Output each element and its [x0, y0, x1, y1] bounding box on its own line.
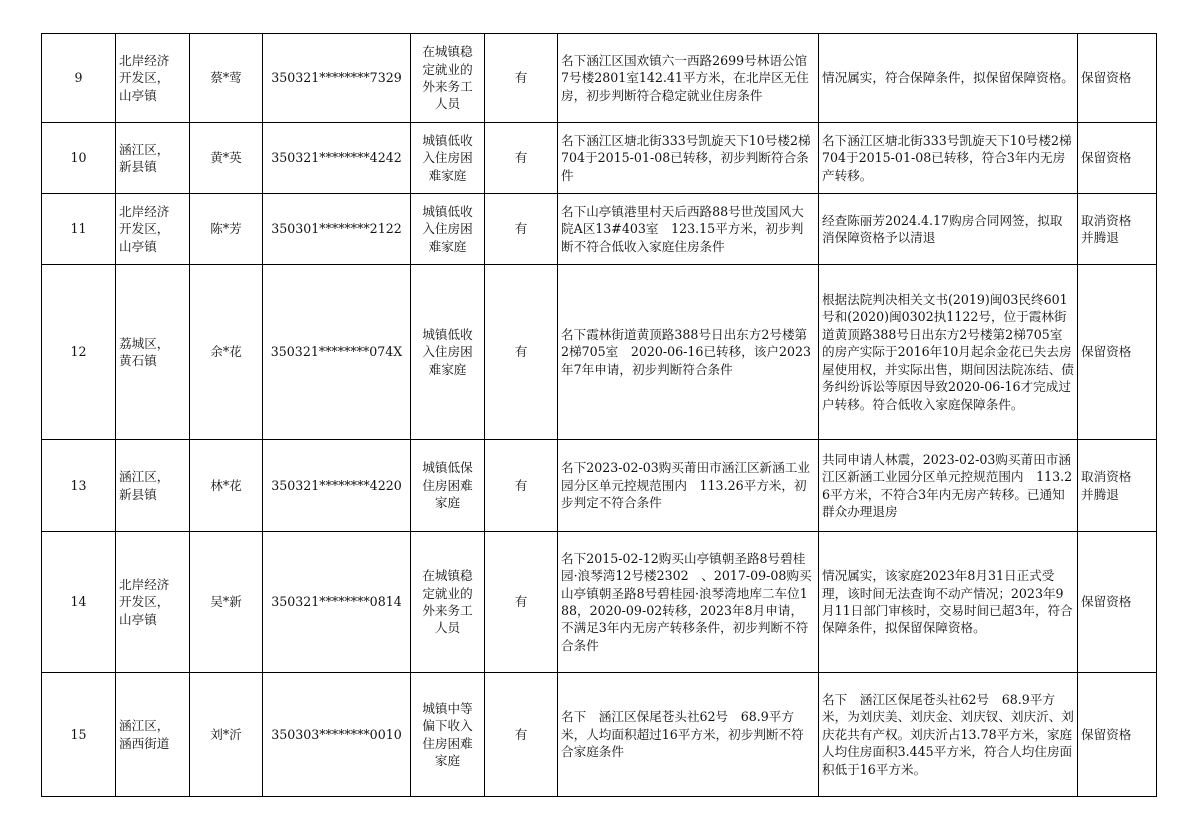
- category-cell: 城镇低收 入住房困 难家庭: [411, 194, 485, 265]
- name-cell: 黄*英: [190, 123, 263, 194]
- row-number: 15: [42, 673, 116, 797]
- table-row: [42, 265, 1157, 440]
- verification-cell: 根据法院判决相关文书(2019)闽03民终601号和(2020)闽0302执1122号，位于霞林街道黄顶路388号日出东方2号楼第2梯705室的房产实际于2016年10月起余金花已失去房屋使用权，并实际出售，期间因法院冻结、债务纠纷诉讼等原因导致2020-06-16才完成过户转移。符合低收入家庭保障条件。: [819, 265, 1078, 440]
- housing-info-cell: 名下2015-02-12购买山亭镇朝圣路8号碧桂园·浪琴湾12号楼2302 、2017-09-08购买山亭镇朝圣路8号碧桂园·浪琴湾地库二车位188，2020-09-02转移，2023年8月申请，不满足3年内无房产转移条件，初步判断不符合条件: [558, 532, 819, 673]
- name-cell: 林*花: [190, 440, 263, 532]
- id-number-cell: 350321********0814: [263, 532, 411, 673]
- category-cell: 城镇低收 入住房困 难家庭: [411, 123, 485, 194]
- verification-cell: 情况属实，符合保障条件，拟保留保障资格。: [819, 34, 1078, 123]
- has-house-cell: 有: [485, 123, 558, 194]
- result-cell: 取消资格 并腾退: [1078, 194, 1157, 265]
- table-row: [42, 123, 1157, 194]
- row-number: 13: [42, 440, 116, 532]
- result-cell: 保留资格: [1078, 34, 1157, 123]
- name-cell: 余*花: [190, 265, 263, 440]
- result-cell: 保留资格: [1078, 532, 1157, 673]
- housing-info-cell: 名下2023-02-03购买莆田市涵江区新涵工业园分区单元控规范围内 113.26平方米，初步判定不符合条件: [558, 440, 819, 532]
- table-row: [42, 440, 1157, 532]
- row-number: 12: [42, 265, 116, 440]
- verification-cell: 共同申请人林震，2023-02-03购买莆田市涵江区新涵工业园分区单元控规范围内 113.26平方米，不符合3年内无房产转移。已通知群众办理退房: [819, 440, 1078, 532]
- housing-info-cell: 名下涵江区塘北街333号凯旋天下10号楼2梯704于2015-01-08已转移，初步判断符合条件: [558, 123, 819, 194]
- has-house-cell: 有: [485, 440, 558, 532]
- verification-cell: 名下涵江区塘北街333号凯旋天下10号楼2梯704于2015-01-08已转移，符合3年内无房产转移。: [819, 123, 1078, 194]
- region-cell: 北岸经济 开发区， 山亭镇: [116, 194, 190, 265]
- region-cell: 荔城区， 黄石镇: [116, 265, 190, 440]
- region-cell: 涵江区， 新县镇: [116, 440, 190, 532]
- result-cell: 保留资格: [1078, 265, 1157, 440]
- housing-info-cell: 名下 涵江区保尾苍头社62号 68.9平方米，人均面积超过16平方米，初步判断不符合家庭条件: [558, 673, 819, 797]
- housing-info-cell: 名下山亭镇港里村天后西路88号世茂国风大院A区13#403室 123.15平方米，初步判断不符合低收入家庭住房条件: [558, 194, 819, 265]
- table-row: [42, 673, 1157, 797]
- result-cell: 保留资格: [1078, 673, 1157, 797]
- has-house-cell: 有: [485, 673, 558, 797]
- category-cell: 在城镇稳 定就业的 外来务工 人员: [411, 532, 485, 673]
- row-number: 10: [42, 123, 116, 194]
- id-number-cell: 350301********2122: [263, 194, 411, 265]
- verification-cell: 经查陈丽芳2024.4.17购房合同网签，拟取消保障资格予以清退: [819, 194, 1078, 265]
- has-house-cell: 有: [485, 194, 558, 265]
- housing-info-cell: 名下涵江区国欢镇六一西路2699号林语公馆7号楼2801室142.41平方米，在北岸区无住房，初步判断符合稳定就业住房条件: [558, 34, 819, 123]
- id-number-cell: 350321********7329: [263, 34, 411, 123]
- region-cell: 涵江区， 涵西街道: [116, 673, 190, 797]
- row-number: 9: [42, 34, 116, 123]
- verification-cell: 情况属实，该家庭2023年8月31日正式受理，该时间无法查询不动产情况；2023年9月11日部门审核时，交易时间已超3年，符合保障条件，拟保留保障资格。: [819, 532, 1078, 673]
- verification-cell: 名下 涵江区保尾苍头社62号 68.9平方米，为刘庆美、刘庆金、刘庆钗、刘庆沂、刘庆花共有产权。刘庆沂占13.78平方米，家庭人均住房面积3.445平方米，符合人均住房面积低于16平方米。: [819, 673, 1078, 797]
- row-number: 14: [42, 532, 116, 673]
- id-number-cell: 350321********074X: [263, 265, 411, 440]
- has-house-cell: 有: [485, 34, 558, 123]
- table-row: [42, 34, 1157, 123]
- row-number: 11: [42, 194, 116, 265]
- result-cell: 取消资格 并腾退: [1078, 440, 1157, 532]
- has-house-cell: 有: [485, 532, 558, 673]
- name-cell: 吴*新: [190, 532, 263, 673]
- name-cell: 刘*沂: [190, 673, 263, 797]
- table-row: [42, 532, 1157, 673]
- id-number-cell: 350321********4242: [263, 123, 411, 194]
- housing-info-cell: 名下霞林街道黄顶路388号日出东方2号楼第2梯705室 2020-06-16已转移，该户2023年7年申请，初步判断符合条件: [558, 265, 819, 440]
- name-cell: 蔡*莺: [190, 34, 263, 123]
- category-cell: 城镇中等 偏下收入 住房困难 家庭: [411, 673, 485, 797]
- region-cell: 北岸经济 开发区， 山亭镇: [116, 532, 190, 673]
- name-cell: 陈*芳: [190, 194, 263, 265]
- region-cell: 北岸经济 开发区， 山亭镇: [116, 34, 190, 123]
- table-row: [42, 194, 1157, 265]
- has-house-cell: 有: [485, 265, 558, 440]
- review-table: [41, 33, 1157, 797]
- category-cell: 城镇低保 住房困难 家庭: [411, 440, 485, 532]
- result-cell: 保留资格: [1078, 123, 1157, 194]
- category-cell: 在城镇稳 定就业的 外来务工 人员: [411, 34, 485, 123]
- id-number-cell: 350321********4220: [263, 440, 411, 532]
- region-cell: 涵江区， 新县镇: [116, 123, 190, 194]
- category-cell: 城镇低收 入住房困 难家庭: [411, 265, 485, 440]
- id-number-cell: 350303********0010: [263, 673, 411, 797]
